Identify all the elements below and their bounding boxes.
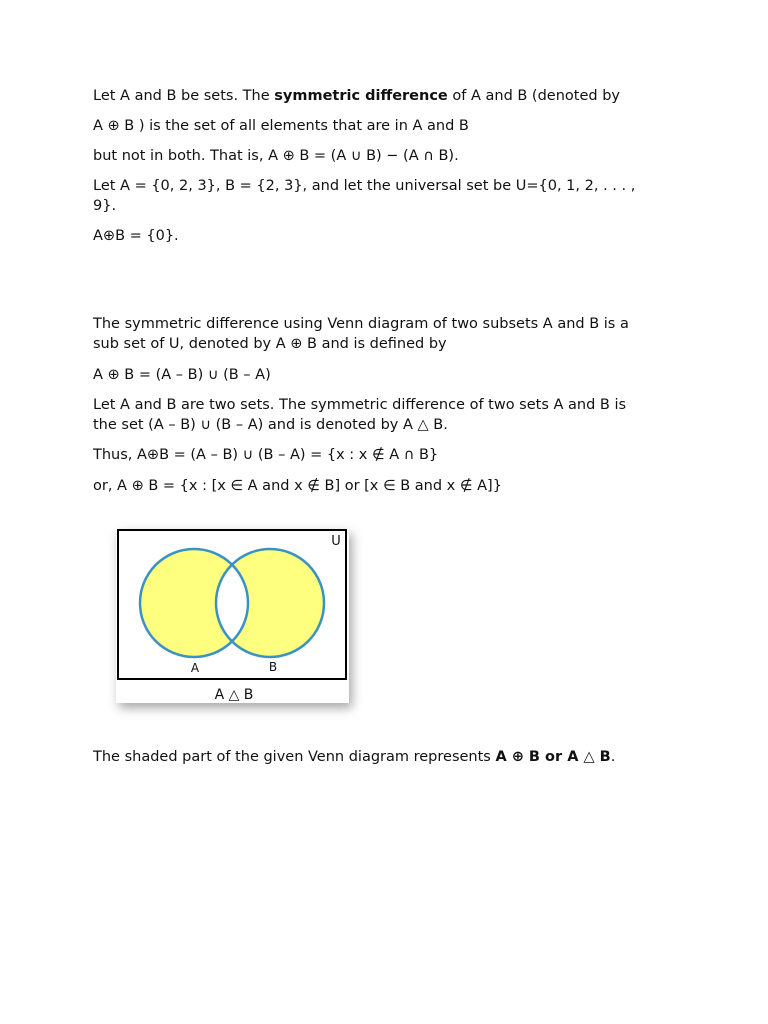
- example-result: A⊕B = {0}.: [93, 228, 179, 244]
- universe-label: U: [331, 534, 341, 549]
- text: The shaded part of the given Venn diagram represents: [93, 749, 496, 765]
- conclusion-notation: A ⊕ B or A △ B: [495, 749, 611, 765]
- figure-caption: A △ B: [214, 687, 254, 703]
- formula: A ⊕ B = (A – B) ∪ (B – A): [93, 367, 271, 383]
- definition-line-1: [93, 86, 693, 106]
- conclusion: [93, 747, 693, 767]
- set-builder-formula: Thus, A⊕B = (A – B) ∪ (B – A) = {x : x ∉ A ∩ B}: [93, 447, 439, 463]
- venn-intro-line-2: sub set of U, denoted by A ⊕ B and is defined by: [93, 336, 447, 352]
- alt-definition-line-1: Let A and B are two sets. The symmetric difference of two sets A and B is: [93, 397, 627, 413]
- alt-definition-line-2: the set (A – B) ∪ (B – A) and is denoted by A △ B.: [93, 417, 448, 433]
- text: Let A and B be sets. The: [93, 88, 275, 104]
- example-line-2: 9}.: [93, 198, 117, 214]
- text: of A and B (denoted by: [447, 88, 620, 104]
- set-builder-formula-2: or, A ⊕ B = {x : [x ∈ A and x ∉ B] or [x ∈ B and x ∉ A]}: [93, 478, 502, 494]
- venn-diagram: [116, 529, 349, 703]
- definition-line-2: A ⊕ B ) is the set of all elements that are in A and B: [93, 118, 469, 134]
- set-a-label: A: [190, 661, 200, 675]
- example-line-1: Let A = {0, 2, 3}, B = {2, 3}, and let the universal set be U={0, 1, 2, . . . ,: [93, 178, 636, 194]
- set-b-label: B: [268, 660, 278, 674]
- text: .: [610, 749, 616, 765]
- venn-diagram-figure: [116, 529, 349, 703]
- term-symmetric-difference: symmetric difference: [274, 88, 448, 104]
- venn-intro-line-1: The symmetric difference using Venn diagram of two subsets A and B is a: [93, 316, 629, 332]
- definition-line-3: but not in both. That is, A ⊕ B = (A ∪ B) − (A ∩ B).: [93, 148, 459, 164]
